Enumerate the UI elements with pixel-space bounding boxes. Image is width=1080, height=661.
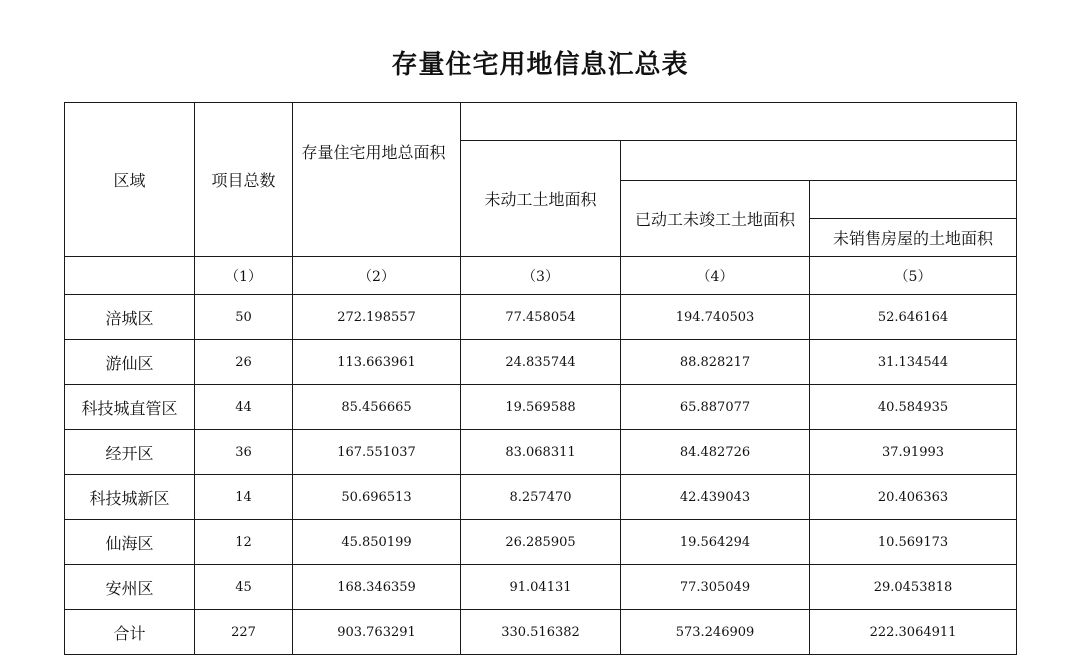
not-started-cell: 24.835744 bbox=[461, 340, 621, 385]
count-cell: 14 bbox=[195, 475, 293, 520]
header-total-area bbox=[293, 103, 461, 257]
total-area-cell: 167.551037 bbox=[293, 430, 461, 475]
region-cell: 科技城新区 bbox=[65, 475, 195, 520]
total-area-cell: 272.198557 bbox=[293, 295, 461, 340]
started-cell: 19.564294 bbox=[621, 520, 810, 565]
unsold-cell: 31.134544 bbox=[810, 340, 1017, 385]
region-cell: 仙海区 bbox=[65, 520, 195, 565]
started-cell: 84.482726 bbox=[621, 430, 810, 475]
header-not-started: 未动工土地面积 bbox=[461, 141, 621, 257]
count-cell: 36 bbox=[195, 430, 293, 475]
region-cell: 合计 bbox=[65, 610, 195, 655]
count-cell: 26 bbox=[195, 340, 293, 385]
started-cell: 77.305049 bbox=[621, 565, 810, 610]
count-cell: 227 bbox=[195, 610, 293, 655]
index-1: （1） bbox=[195, 257, 293, 295]
started-cell: 573.246909 bbox=[621, 610, 810, 655]
not-started-cell: 91.04131 bbox=[461, 565, 621, 610]
not-started-cell: 19.569588 bbox=[461, 385, 621, 430]
header-total-area-label: 存量住宅用地总面积 bbox=[301, 143, 446, 162]
started-cell: 88.828217 bbox=[621, 340, 810, 385]
total-row bbox=[65, 610, 1017, 655]
unsold-cell: 40.584935 bbox=[810, 385, 1017, 430]
table-row bbox=[65, 385, 1017, 430]
region-cell: 涪城区 bbox=[65, 295, 195, 340]
started-cell: 65.887077 bbox=[621, 385, 810, 430]
not-started-cell: 83.068311 bbox=[461, 430, 621, 475]
region-cell: 科技城直管区 bbox=[65, 385, 195, 430]
not-started-cell: 330.516382 bbox=[461, 610, 621, 655]
index-blank bbox=[65, 257, 195, 295]
started-cell: 42.439043 bbox=[621, 475, 810, 520]
total-area-cell: 85.456665 bbox=[293, 385, 461, 430]
unsold-cell: 37.91993 bbox=[810, 430, 1017, 475]
unsold-cell: 10.569173 bbox=[810, 520, 1017, 565]
header-blank-2 bbox=[621, 141, 1017, 181]
index-4: （4） bbox=[621, 257, 810, 295]
region-cell: 游仙区 bbox=[65, 340, 195, 385]
header-started-unfinished: 已动工未竣工土地面积 bbox=[621, 181, 810, 257]
started-cell: 194.740503 bbox=[621, 295, 810, 340]
not-started-cell: 77.458054 bbox=[461, 295, 621, 340]
header-blank-3 bbox=[810, 181, 1017, 219]
index-5: （5） bbox=[810, 257, 1017, 295]
header-project-count: 项目总数 bbox=[195, 103, 293, 257]
land-summary-table bbox=[64, 102, 1017, 655]
header-unsold: 未销售房屋的土地面积 bbox=[810, 219, 1017, 257]
count-cell: 44 bbox=[195, 385, 293, 430]
table-row bbox=[65, 430, 1017, 475]
unsold-cell: 20.406363 bbox=[810, 475, 1017, 520]
index-3: （3） bbox=[461, 257, 621, 295]
not-started-cell: 26.285905 bbox=[461, 520, 621, 565]
unsold-cell: 52.646164 bbox=[810, 295, 1017, 340]
unsold-cell: 29.0453818 bbox=[810, 565, 1017, 610]
page-title: 存量住宅用地信息汇总表 bbox=[391, 50, 689, 80]
region-cell: 安州区 bbox=[65, 565, 195, 610]
region-cell: 经开区 bbox=[65, 430, 195, 475]
index-2: （2） bbox=[293, 257, 461, 295]
total-area-cell: 45.850199 bbox=[293, 520, 461, 565]
table-row bbox=[65, 340, 1017, 385]
table-row bbox=[65, 520, 1017, 565]
header-blank bbox=[461, 103, 1017, 141]
not-started-cell: 8.257470 bbox=[461, 475, 621, 520]
table-row bbox=[65, 295, 1017, 340]
unsold-cell: 222.3064911 bbox=[810, 610, 1017, 655]
count-cell: 45 bbox=[195, 565, 293, 610]
total-area-cell: 50.696513 bbox=[293, 475, 461, 520]
table-row bbox=[65, 475, 1017, 520]
count-cell: 50 bbox=[195, 295, 293, 340]
table-row bbox=[65, 565, 1017, 610]
total-area-cell: 168.346359 bbox=[293, 565, 461, 610]
header-region: 区域 bbox=[65, 103, 195, 257]
total-area-cell: 903.763291 bbox=[293, 610, 461, 655]
total-area-cell: 113.663961 bbox=[293, 340, 461, 385]
count-cell: 12 bbox=[195, 520, 293, 565]
